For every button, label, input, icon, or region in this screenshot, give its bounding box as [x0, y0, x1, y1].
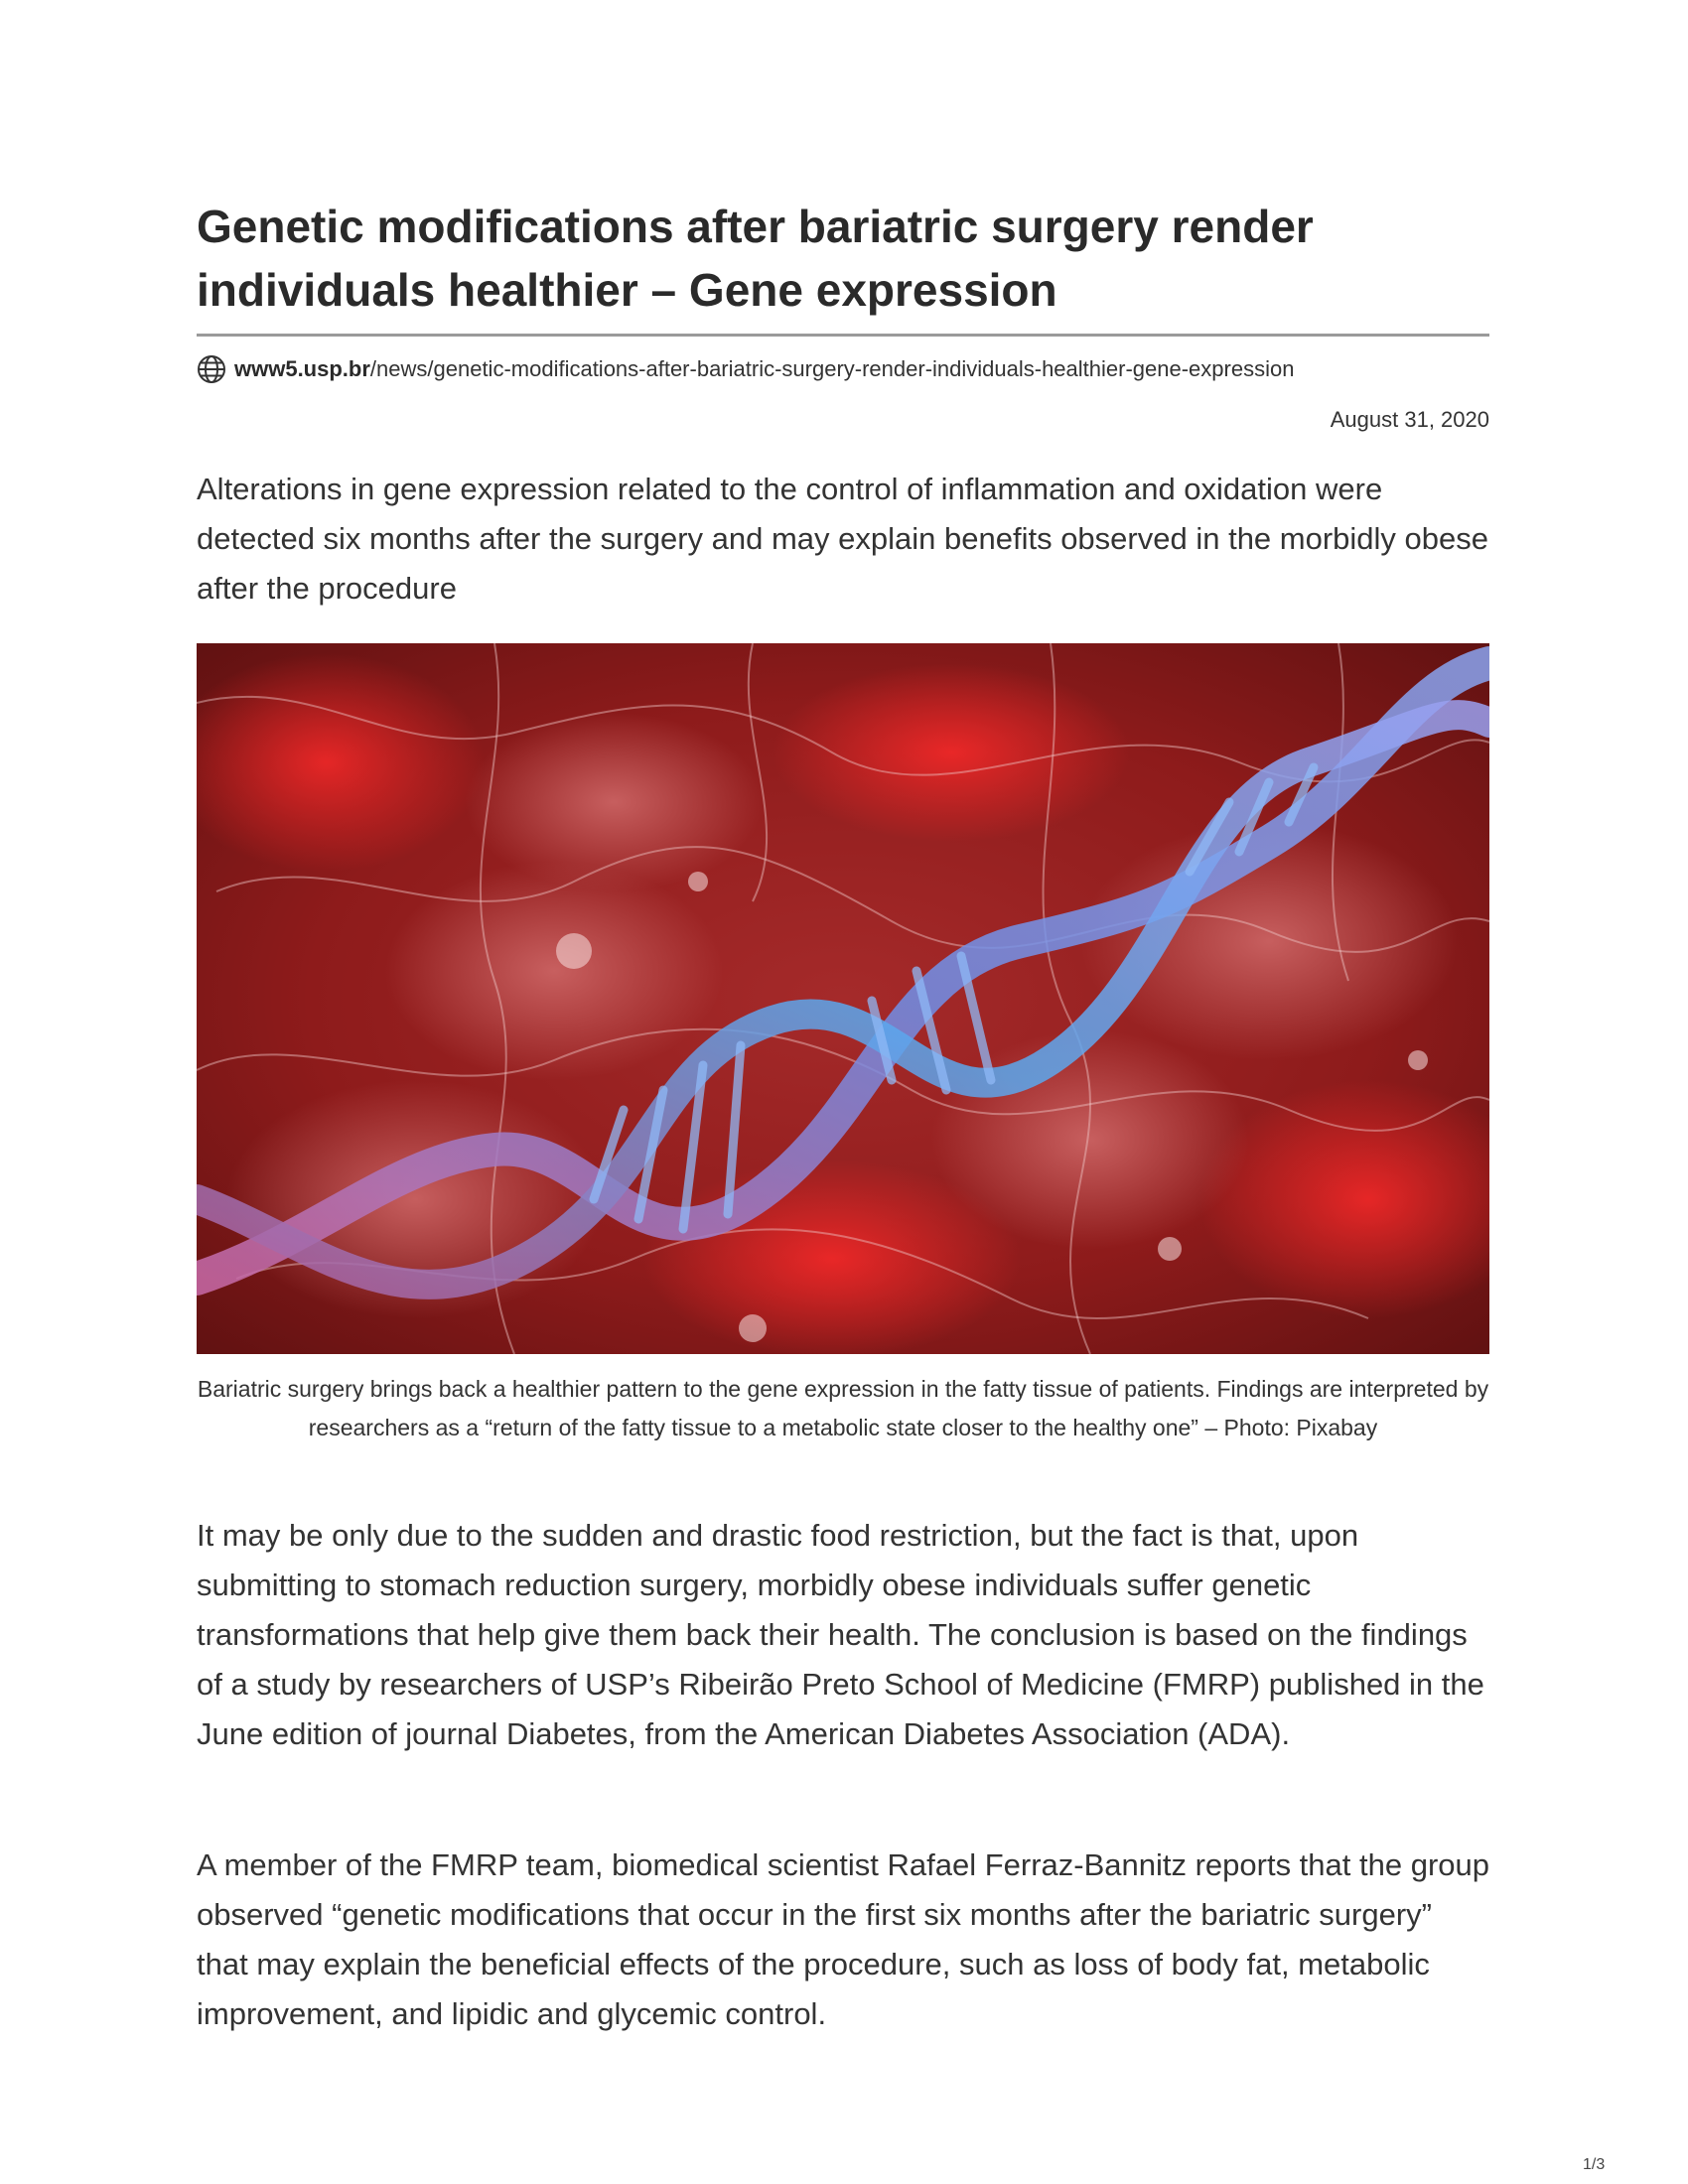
hero-image-dna [197, 643, 1489, 1354]
source-path: /news/genetic-modifications-after-bariatric-surgery-render-individuals-healthier-gene-expression [369, 356, 1295, 381]
source-url[interactable] [197, 353, 1294, 385]
source-domain: www5.usp.br [234, 356, 370, 381]
article-paragraph: A member of the FMRP team, biomedical scientist Rafael Ferraz-Bannitz reports that the group observed “genetic modifications that occur in the first six months after the bariatric surgery” that may explain the beneficial effects of the procedure, such as loss of body fat, metabolic improvement, and lipidic and glycemic control. [197, 1847, 1489, 2031]
globe-icon [197, 354, 226, 384]
page-number: 1/3 [1583, 2156, 1606, 2173]
title-divider [197, 334, 1489, 337]
publish-date: August 31, 2020 [1330, 407, 1489, 432]
article-paragraph: It may be only due to the sudden and drastic food restriction, but the fact is that, upon submitting to stomach reduction surgery, morbidly obese individuals suffer genetic transformations that help give them back their health. The conclusion is based on the findings of a study by researchers of USP’s Ribeirão Preto School of Medicine (FMRP) published in the June edition of journal Diabetes, from the American Diabetes Association (ADA). [197, 1518, 1484, 1751]
image-caption: Bariatric surgery brings back a healthier pattern to the gene expression in the fatty tissue of patients. Findings are interpreted by researchers as a “return of the fatty tissue to a metabolic state closer to the healthy one” – Photo: Pixabay [197, 1376, 1489, 1440]
article-title: Genetic modifications after bariatric surgery render individuals healthier – Gene expression [197, 201, 1314, 316]
article-lead: Alterations in gene expression related to the control of inflammation and oxidation were detected six months after the surgery and may explain benefits observed in the morbidly obese after the procedure [197, 472, 1489, 606]
